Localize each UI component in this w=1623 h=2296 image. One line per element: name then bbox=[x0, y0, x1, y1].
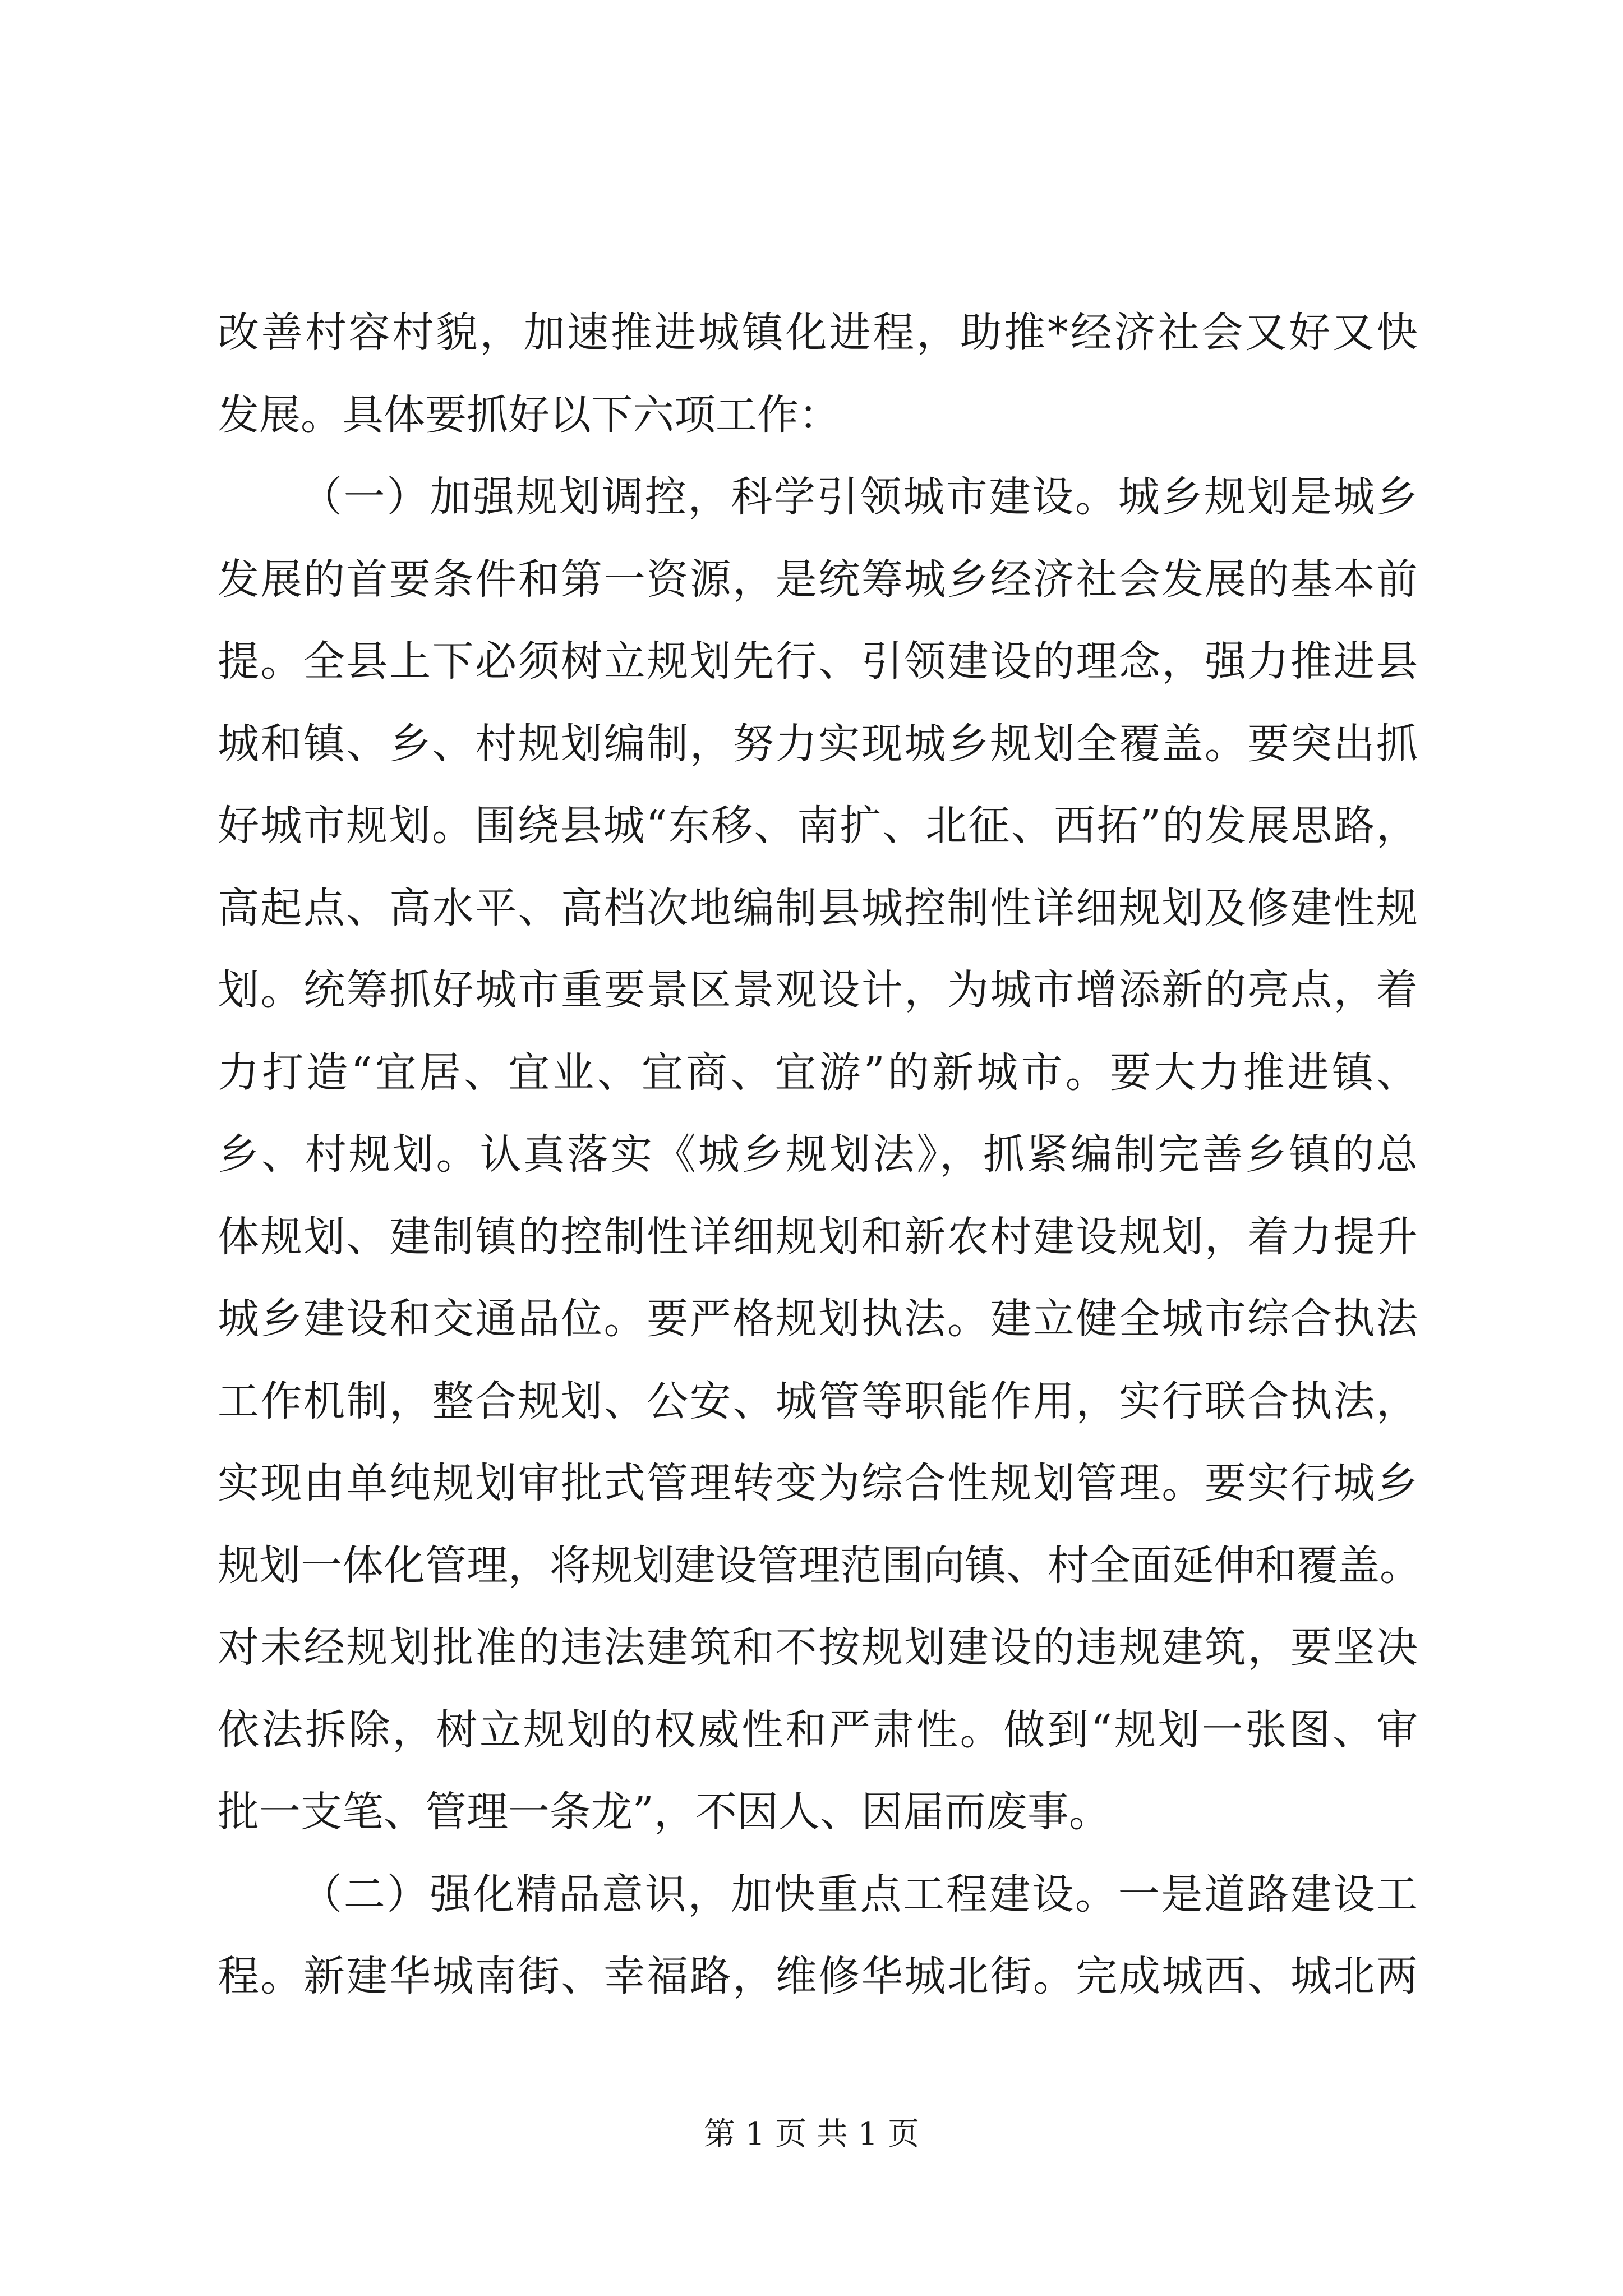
page-footer: 第 1 页 共 1 页 bbox=[703, 2116, 920, 2152]
text-line: 城乡建设和交通品位。要严格规划执法。建立健全城市综合执法 bbox=[218, 1295, 1418, 1343]
text-line: 划。统筹抓好城市重要景区景观设计，为城市增添新的亮点，着 bbox=[218, 966, 1418, 1014]
text-line: 工作机制，整合规划、公安、城管等职能作用，实行联合执法， bbox=[218, 1377, 1418, 1425]
body-text bbox=[218, 292, 1421, 2018]
text-line: 程。新建华城南街、幸福路，维修华城北街。完成城西、城北两 bbox=[218, 1952, 1418, 2000]
text-line: 改善村容村貌，加速推进城镇化进程，助推*经济社会又好又快 bbox=[218, 309, 1418, 357]
text-line: 城和镇、乡、村规划编制，努力实现城乡规划全覆盖。要突出抓 bbox=[218, 719, 1418, 768]
text-line: 力打造“宜居、宜业、宜商、宜游”的新城市。要大力推进镇、 bbox=[218, 1048, 1418, 1097]
text-line: 依法拆除，树立规划的权威性和严肃性。做到“规划一张图、审 bbox=[218, 1705, 1418, 1754]
text-line: 高起点、高水平、高档次地编制县城控制性详细规划及修建性规 bbox=[218, 884, 1418, 932]
text-line: 发展。具体要抓好以下六项工作： bbox=[218, 390, 840, 439]
text-line: 乡、村规划。认真落实《城乡规划法》，抓紧编制完善乡镇的总 bbox=[218, 1130, 1418, 1179]
text-line: 提。全县上下必须树立规划先行、引领建设的理念，强力推进县 bbox=[218, 637, 1418, 685]
text-line: 好城市规划。围绕县城“东移、南扩、北征、西拓”的发展思路， bbox=[218, 802, 1418, 850]
text-line: 对未经规划批准的违法建筑和不按规划建设的违规建筑，要坚决 bbox=[218, 1623, 1418, 1672]
text-line: （一）加强规划调控，科学引领城市建设。城乡规划是城乡 bbox=[301, 473, 1418, 521]
text-line: 批一支笔、管理一条龙”，不因人、因届而废事。 bbox=[218, 1788, 1110, 1836]
text-line: （二）强化精品意识，加快重点工程建设。一是道路建设工 bbox=[301, 1870, 1418, 1918]
text-line: 体规划、建制镇的控制性详细规划和新农村建设规划，着力提升 bbox=[218, 1212, 1418, 1261]
text-line: 规划一体化管理，将规划建设管理范围向镇、村全面延伸和覆盖。 bbox=[218, 1541, 1421, 1590]
text-line: 实现由单纯规划审批式管理转变为综合性规划管理。要实行城乡 bbox=[218, 1459, 1418, 1507]
text-line: 发展的首要条件和第一资源，是统筹城乡经济社会发展的基本前 bbox=[218, 555, 1418, 604]
